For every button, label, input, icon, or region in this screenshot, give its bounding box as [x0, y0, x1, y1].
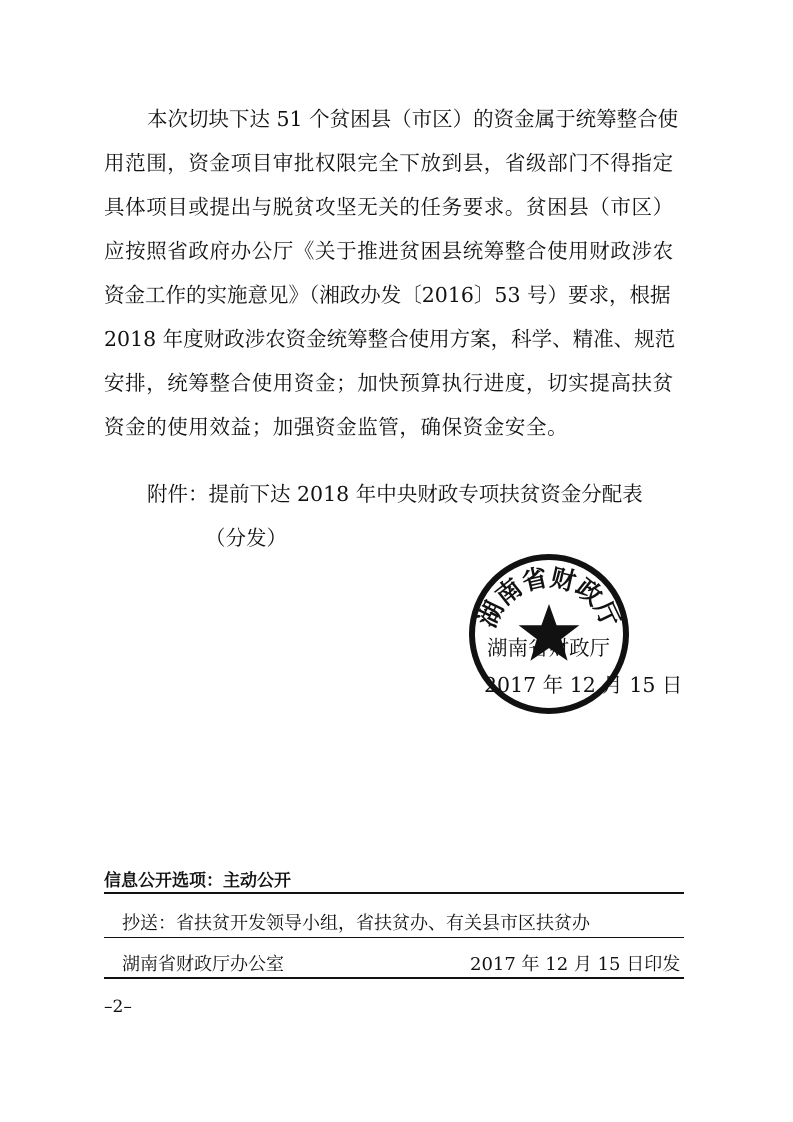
- cc-line: 抄送：省扶贫开发领导小组，省扶贫办、有关县市区扶贫办: [122, 913, 590, 934]
- attachment-line: 附件：提前下达 2018 年中央财政专项扶贫资金分配表: [147, 482, 643, 506]
- body-line: 用范围，资金项目审批权限完全下放到县，省级部门不得指定: [104, 151, 674, 175]
- body-line: 资金的使用效益；加强资金监管，确保资金安全。: [104, 415, 569, 439]
- disclosure-option: 信息公开选项：主动公开: [104, 871, 291, 891]
- footer-rule-middle: [104, 937, 684, 938]
- footer-rule-top: [104, 892, 684, 894]
- print-date: 2017 年 12 月 15 日印发: [470, 954, 681, 975]
- body-line: 具体项目或提出与脱贫攻坚无关的任务要求。贫困县（市区）: [104, 195, 674, 219]
- footer-rule-bottom: [104, 977, 684, 979]
- signature-org: 湖南省财政厅: [487, 636, 610, 660]
- signature-date: 2017 年 12 月 15 日: [484, 673, 683, 697]
- attachment-note: （分发）: [205, 526, 287, 550]
- body-line: 本次切块下达 51 个贫困县（市区）的资金属于统筹整合使: [147, 107, 679, 131]
- body-line: 资金工作的实施意见》（湘政办发〔2016〕53 号）要求，根据: [104, 283, 671, 307]
- body-line: 安排，统筹整合使用资金；加快预算执行进度，切实提高扶贫: [104, 371, 674, 395]
- seal-text: 湖南省财政厅: [472, 562, 626, 632]
- issuer-office: 湖南省财政厅办公室: [122, 954, 284, 975]
- page-number: –2–: [104, 997, 132, 1017]
- body-line: 应按照省政府办公厅《关于推进贫困县统筹整合使用财政涉农: [104, 239, 674, 263]
- body-line: 2018 年度财政涉农资金统筹整合使用方案，科学、精准、规范: [104, 327, 676, 351]
